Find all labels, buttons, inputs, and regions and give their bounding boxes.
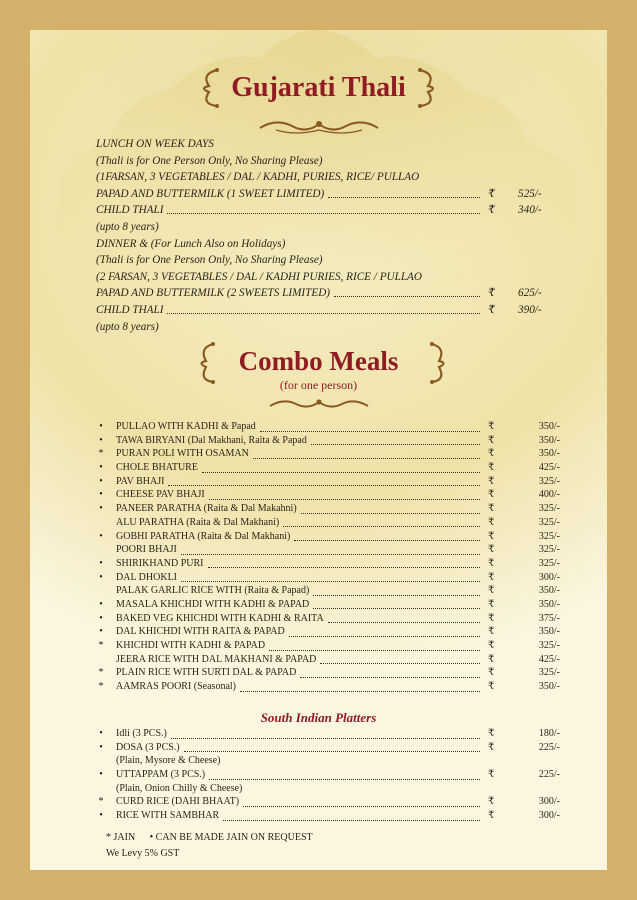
menu-item [96,544,576,558]
item-name: PALAK GARLIC RICE WITH (Raita & Papad) [116,585,310,597]
leader-dots [311,444,480,445]
leader-dots [300,677,480,678]
divider-ornament-2 [266,396,372,414]
item-price: 180/- [538,728,560,739]
menu-item [96,769,576,783]
item-name: DOSA (3 PCS.) [116,741,180,753]
rupee-symbol: ₹ [488,612,495,624]
jain-legend: * JAIN [106,832,136,843]
thali-line [96,236,516,253]
thali-line [96,136,516,153]
leader-dots [313,595,480,596]
rupee-symbol: ₹ [488,204,496,217]
thali-line-text: (2 FARSAN, 3 VEGETABLES / DAL / KADHI PURIES, RICE / PULLAO [96,270,422,283]
item-name: JEERA RICE WITH DAL MAKHANI & PAPAD [116,653,317,665]
leader-dots [243,806,480,807]
leader-dots [301,513,480,514]
item-price: 350/- [538,681,560,693]
menu-item [96,585,576,599]
item-name: CHEESE PAV BHAJI [116,489,205,501]
item-marker: • [99,557,103,569]
item-name: (Plain, Onion Chilly & Cheese) [116,782,243,794]
menu-item [96,728,576,742]
item-price: 300/- [538,810,560,822]
menu-item [96,613,576,627]
jain-option-legend: • CAN BE MADE JAIN ON REQUEST [149,832,313,843]
rupee-symbol: ₹ [488,640,495,651]
item-name: Idli (3 PCS.) [116,728,167,739]
menu-item [96,531,576,545]
combo-list [96,421,576,695]
rupee-symbol: ₹ [488,626,495,638]
item-name: CHOLE BHATURE [116,462,198,474]
item-price: 350/- [538,598,560,610]
item-price: 400/- [538,489,560,501]
item-price: 350/- [538,448,560,460]
item-price: 375/- [538,612,560,624]
leader-dots [320,663,480,664]
item-marker: • [99,571,103,583]
item-marker: * [98,640,104,651]
rupee-symbol: ₹ [488,187,496,200]
item-marker: • [99,489,103,501]
leader-dots [167,213,480,214]
leader-dots [209,779,480,780]
item-name: AAMRAS POORI (Seasonal) [116,681,236,693]
rupee-symbol: ₹ [488,489,495,501]
menu-item [96,435,576,449]
thali-price: 625/- [518,287,542,300]
leader-dots [209,499,480,500]
leader-dots [260,431,480,432]
item-name: PANEER PARATHA (Raita & Dal Makahni) [116,503,297,515]
menu-item [96,796,576,810]
rupee-symbol: ₹ [488,287,496,300]
leader-dots [269,650,480,651]
item-name: MASALA KHICHDI WITH KADHI & PAPAD [116,598,310,610]
leader-dots [181,581,480,582]
item-marker: • [99,530,103,542]
thali-line-text: DINNER & (For Lunch Also on Holidays) [96,237,286,250]
item-name: PURAN POLI WITH OSAMAN [116,448,249,460]
leader-dots [168,485,480,486]
item-price: 350/- [538,421,560,432]
item-name: ALU PARATHA (Raita & Dal Makhani) [116,516,280,528]
item-price: 350/- [538,585,560,597]
footer-notes [106,830,313,862]
item-marker: • [99,598,103,610]
thali-line [96,319,516,336]
thali-line [96,252,516,269]
menu-item [96,640,576,654]
item-name: TAWA BIRYANI (Dal Makhani, Raita & Papad [116,434,307,446]
item-marker: • [99,475,103,487]
item-marker: • [99,503,103,515]
item-price: 300/- [538,796,560,808]
menu-item [96,810,576,824]
item-name: POORI BHAJI [116,544,177,556]
item-name: RICE WITH SAMBHAR [116,810,220,822]
menu-item [96,462,576,476]
menu-item [96,572,576,586]
item-marker: • [99,626,103,638]
menu-item [96,654,576,668]
south-indian-title: South Indian Platters [260,710,377,725]
divider-ornament [256,116,382,138]
thali-line-text: (upto 8 years) [96,320,159,333]
thali-section [96,136,542,335]
item-marker: • [99,728,103,739]
rupee-symbol: ₹ [488,303,496,316]
rupee-symbol: ₹ [488,503,495,515]
rupee-symbol: ₹ [488,681,495,693]
item-marker: * [98,796,104,808]
combo-title: Combo Meals [238,346,399,376]
item-price: 350/- [538,626,560,638]
leader-dots [181,554,480,555]
combo-subtitle: (for one person) [279,378,358,392]
thali-price: 525/- [518,187,542,200]
menu-item [96,448,576,462]
rupee-symbol: ₹ [488,475,495,487]
item-price: 325/- [538,530,560,542]
leader-dots [294,540,480,541]
right-bracket-ornament [412,66,442,110]
rupee-symbol: ₹ [488,598,495,610]
item-name: DAL KHICHDI WITH RAITA & PAPAD [116,626,285,638]
thali-line-text: (upto 8 years) [96,220,159,233]
menu-item [96,667,576,681]
thali-line-text: CHILD THALI [96,204,164,217]
item-marker: • [99,434,103,446]
item-name: PAV BHAJI [116,475,165,487]
menu-item [96,558,576,572]
item-marker: • [99,421,103,432]
item-name: KHICHDI WITH KADHI & PAPAD [116,640,266,651]
thali-line-text: LUNCH ON WEEK DAYS [96,138,214,150]
leader-dots [313,608,480,609]
rupee-symbol: ₹ [488,728,495,739]
leader-dots [208,567,480,568]
menu-item [96,755,576,769]
leader-dots [328,197,480,198]
right-bracket-ornament-2 [426,340,450,386]
menu-item [96,681,576,695]
gst-note: We Levy 5% GST [106,848,180,859]
rupee-symbol: ₹ [488,557,495,569]
item-price: 325/- [538,475,560,487]
thali-price: 390/- [518,303,542,316]
menu-item [96,783,576,797]
item-marker: • [99,462,103,474]
rupee-symbol: ₹ [488,769,495,781]
item-marker: • [99,741,103,753]
item-price: 425/- [538,653,560,665]
thali-line-text: PAPAD AND BUTTERMILK (2 SWEETS LIMITED) [96,287,331,300]
rupee-symbol: ₹ [488,571,495,583]
item-price: 325/- [538,516,560,528]
rupee-symbol: ₹ [488,544,495,556]
rupee-symbol: ₹ [488,741,495,753]
item-price: 350/- [538,434,560,446]
item-price: 300/- [538,571,560,583]
thali-line [96,169,516,186]
rupee-symbol: ₹ [488,810,495,822]
item-name: GOBHI PARATHA (Raita & Dal Makhani) [116,530,291,542]
rupee-symbol: ₹ [488,653,495,665]
menu-item [96,626,576,640]
menu-item [96,517,576,531]
rupee-symbol: ₹ [488,667,495,679]
leader-dots [184,751,480,752]
item-name: CURD RICE (DAHI BHAAT) [116,796,240,808]
item-price: 225/- [538,741,560,753]
menu-item [96,503,576,517]
item-marker: * [98,681,104,693]
item-price: 225/- [538,769,560,781]
thali-line-text: (Thali is for One Person Only, No Sharing Please) [96,254,323,267]
rupee-symbol: ₹ [488,585,495,597]
leader-dots [240,691,480,692]
item-price: 325/- [538,503,560,515]
item-marker: * [98,667,104,679]
menu-item [96,599,576,613]
leader-dots [167,313,480,314]
menu-page [30,30,607,870]
thali-line-text: CHILD THALI [96,303,164,316]
item-price: 325/- [538,667,560,679]
item-marker: • [99,810,103,822]
menu-item [96,742,576,756]
thali-line [96,302,542,319]
leader-dots [171,738,480,739]
thali-line [96,285,542,302]
leader-dots [223,820,480,821]
item-price: 325/- [538,640,560,651]
thali-line [96,186,542,203]
item-marker: • [99,612,103,624]
item-name: SHIRIKHAND PURI [116,557,204,569]
item-price: 325/- [538,557,560,569]
thali-line-text: (1FARSAN, 3 VEGETABLES / DAL / KADHI, PURIES, RICE/ PULLAO [96,171,420,184]
rupee-symbol: ₹ [488,421,495,432]
leader-dots [334,296,480,297]
item-name: PULLAO WITH KADHI & Papad [116,421,256,432]
menu-item [96,489,576,503]
thali-title: Gujarati Thali [231,72,406,103]
rupee-symbol: ₹ [488,462,495,474]
thali-line [96,153,516,170]
rupee-symbol: ₹ [488,530,495,542]
item-name: (Plain, Mysore & Cheese) [116,755,221,767]
item-name: UTTAPPAM (3 PCS.) [116,769,206,781]
item-name: BAKED VEG KHICHDI WITH KADHI & RAITA [116,612,324,624]
thali-line [96,269,516,286]
item-name: PLAIN RICE WITH SURTI DAL & PAPAD [116,667,297,679]
leader-dots [202,472,480,473]
rupee-symbol: ₹ [488,796,495,808]
item-name: DAL DHOKLI [116,571,178,583]
rupee-symbol: ₹ [488,448,495,460]
leader-dots [253,458,480,459]
leader-dots [289,636,480,637]
item-marker: • [99,769,103,781]
thali-price: 340/- [518,204,542,217]
thali-line [96,202,542,219]
item-price: 425/- [538,462,560,474]
thali-line [96,219,516,236]
thali-line-text: PAPAD AND BUTTERMILK (1 SWEET LIMITED) [96,187,325,200]
item-marker: * [98,448,104,460]
rupee-symbol: ₹ [488,516,495,528]
leader-dots [283,526,480,527]
menu-item [96,421,576,435]
leader-dots [328,622,480,623]
menu-item [96,476,576,490]
south-indian-list [96,728,576,824]
item-price: 325/- [538,544,560,556]
thali-line-text: (Thali is for One Person Only, No Sharing Please) [96,154,323,167]
rupee-symbol: ₹ [488,434,495,446]
